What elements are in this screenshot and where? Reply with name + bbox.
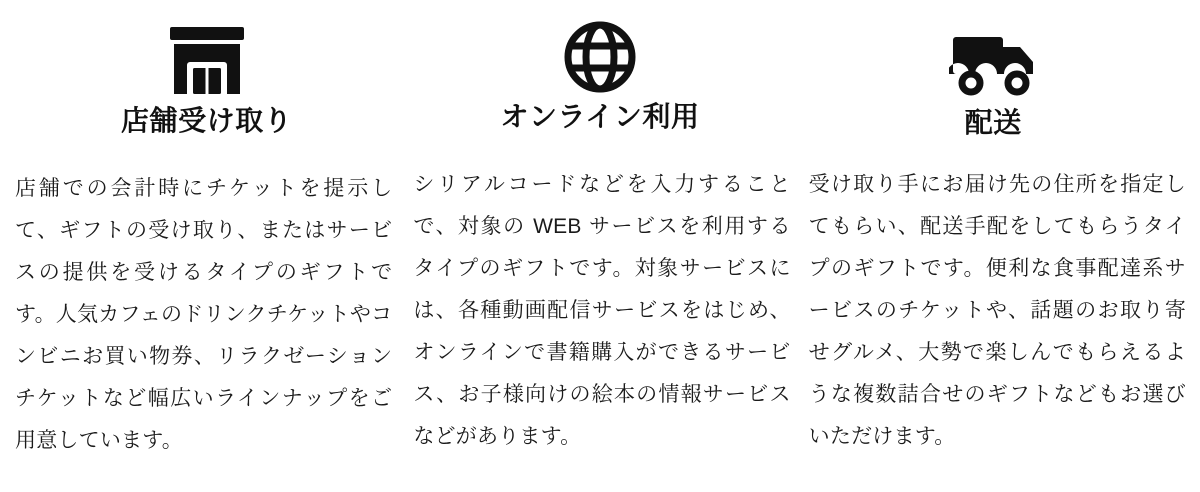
feature-title: 店舗受け取り [120, 105, 293, 136]
feature-column-delivery [797, 14, 1190, 492]
feature-description: 店舗での会計時にチケットを提示して、ギフトの受け取り、またはサービスの提供を受けるタイプのギフトです。人気カフェのドリンクチケットやコンビニお買い物券、リラクゼーションチケットなど幅広いラインナップをご用意しています。 [15, 176, 393, 452]
feature-description: 受け取り手にお届け先の住所を指定してもらい、配送手配をしてもらうタイプのギフトです。便利な食事配達系サービスのチケットや、話題のお取り寄せグルメ、大勢で楽しんでもらえるような複数詰合せのギフトなどもお選びいただけます。 [808, 172, 1186, 448]
feature-column-online-use [403, 14, 796, 492]
feature-title: オンライン利用 [500, 101, 700, 132]
feature-column-store-pickup [10, 14, 403, 492]
globe-icon [564, 14, 636, 100]
feature-title: 配送 [964, 107, 1022, 138]
feature-description: シリアルコードなどを入力することで、対象の WEB サービスを利用するタイプのギフトです。対象サービスには、各種動画配信サービスをはじめ、オンラインで書籍購入ができるサービス、お子様向けの絵本の情報サービスなどがあります。 [413, 172, 791, 448]
storefront-icon [164, 14, 250, 104]
delivery-truck-icon [949, 14, 1037, 106]
